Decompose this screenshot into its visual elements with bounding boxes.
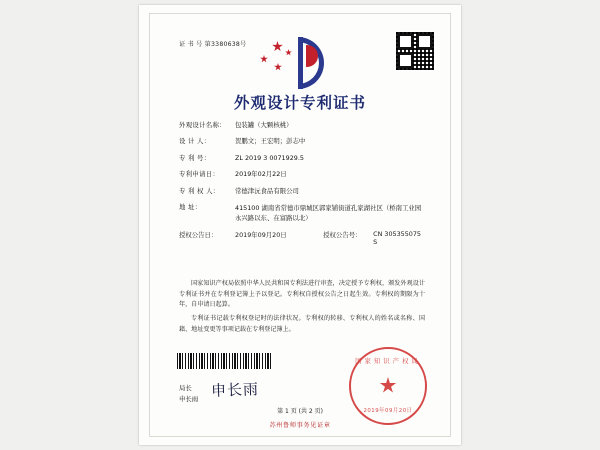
field-grant-date (179, 230, 323, 246)
field-label: 地 址： (179, 203, 202, 212)
field-designers (179, 137, 425, 147)
cnipa-emblem-icon (254, 35, 346, 93)
field-value: ZL 2019 3 0071929.5 (235, 153, 304, 162)
field-label: 专 利 号： (179, 153, 211, 162)
field-label: 外观设计名称： (179, 121, 226, 129)
handwritten-signature: 申长雨 (210, 380, 260, 400)
legal-paragraph: 国家知识产权局依照中华人民共和国专利法进行审查，决定授予专利权，颁发外观设计专利证书并在专利登记簿上予以登记。专利权自授权公告之日起生效。专利权的期限为十年，自申请日起算。 (179, 280, 425, 309)
field-value: 贺鹏文；王宏明；彭志中 (235, 137, 306, 146)
field-application-date (179, 170, 425, 180)
legal-text (179, 279, 425, 338)
field-grant-publication-number (323, 230, 425, 246)
certificate-content (153, 17, 447, 433)
patent-certificate (139, 5, 461, 445)
page-title: 外观设计专利证书 (233, 93, 366, 112)
footer-note: 苏州鲁师事务见证章 (269, 422, 331, 429)
seal-star-icon (380, 377, 397, 394)
field-value: 2019年02月22日 (235, 170, 287, 179)
certificate-fields (179, 121, 425, 253)
field-patent-number (179, 154, 425, 164)
seal-bottom-text: 2019年09月20日 (363, 408, 413, 414)
certificate-number: 证 书 号 第3380638号 (179, 41, 247, 48)
field-patentee (179, 187, 425, 197)
signature-name-label: 申长雨 (179, 394, 199, 403)
field-label: 授权公告日： (179, 231, 218, 240)
field-design-name (179, 121, 425, 131)
field-address (179, 203, 425, 224)
signature-title-label: 局长 (179, 384, 192, 392)
field-label: 授权公告号： (323, 231, 362, 240)
seal-top-text: 国家知识产权局 (355, 357, 421, 365)
page-number: 第 1 页 (共 2 页) (277, 408, 323, 415)
legal-paragraph: 专利证书记载专利权登记时的法律状况。专利权的转移、专利权人的姓名或名称、国籍、地址变更等事项记载在专利登记簿上。 (179, 314, 425, 333)
field-value: CN 305355075 S (373, 230, 421, 247)
field-grant-row (179, 230, 425, 246)
field-value: 415100 湖南省常德市鼎城区郭家铺街道孔家湖社区（桥南工业园永兴路以东、在富路以北） (235, 204, 422, 223)
signature-block (179, 383, 198, 405)
field-value: 2019年09月20日 (235, 231, 287, 240)
barcode (177, 353, 273, 369)
field-label: 专利申请日： (179, 170, 220, 179)
field-value: 常德津沅食品有限公司 (235, 186, 299, 195)
field-label: 专 利 权 人： (179, 186, 220, 195)
field-label: 设 计 人： (179, 137, 211, 146)
field-value: 包装罐（大颗核桃） (235, 121, 293, 129)
qr-code-icon (395, 31, 435, 71)
